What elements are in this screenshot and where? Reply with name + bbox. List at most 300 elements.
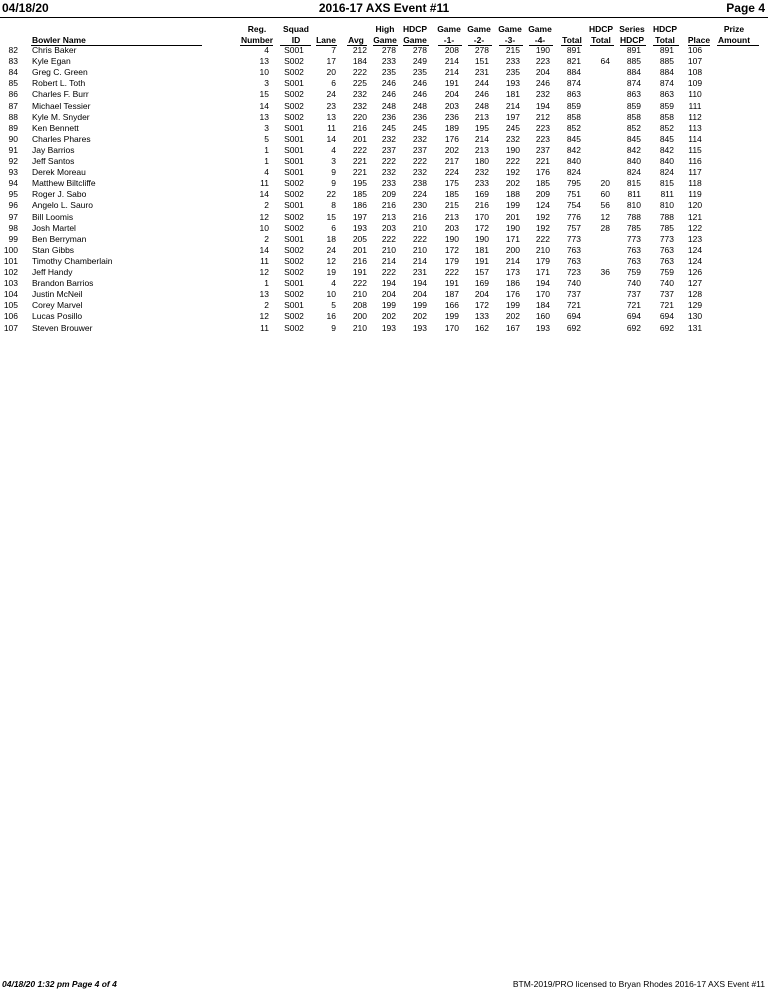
- cell-total: 858: [566, 111, 581, 122]
- cell-tot2: 885: [659, 56, 674, 67]
- cell-tot2: 891: [659, 45, 674, 55]
- cell-reg: 14: [259, 100, 269, 111]
- cell-hdcptotal: 60: [600, 189, 610, 200]
- cell-squad: S001: [284, 78, 304, 89]
- cell-total: 757: [566, 222, 581, 233]
- cell-total: 845: [566, 133, 581, 144]
- cell-lane: 17: [326, 56, 336, 67]
- col-squad-line2: ID: [291, 35, 301, 45]
- cell-reg: 4: [264, 45, 269, 55]
- cell-avg: 208: [352, 300, 367, 311]
- cell-high: 204: [381, 289, 396, 300]
- cell-g3: 167: [505, 322, 520, 333]
- cell-tot2: 859: [659, 100, 674, 111]
- cell-g2: 162: [474, 322, 489, 333]
- table-row: [0, 189, 768, 200]
- cell-avg: 205: [352, 233, 367, 244]
- table-row: [0, 200, 768, 211]
- cell-g4: 170: [535, 289, 550, 300]
- col-total: Total: [562, 35, 582, 45]
- cell-hdcpgame: 278: [412, 45, 427, 55]
- cell-avg: 232: [352, 100, 367, 111]
- cell-squad: S001: [284, 45, 304, 55]
- cell-g4: 160: [535, 311, 550, 322]
- cell-name: Greg C. Green: [32, 67, 88, 78]
- cell-g1: 208: [444, 45, 459, 55]
- cell-g4: 179: [535, 255, 550, 266]
- cell-g2: 181: [474, 244, 489, 255]
- cell-squad: S002: [284, 189, 304, 200]
- cell-avg: 184: [352, 56, 367, 67]
- cell-avg: 220: [352, 111, 367, 122]
- cell-g3: 214: [505, 100, 520, 111]
- cell-place: 117: [688, 167, 702, 178]
- cell-squad: S001: [284, 167, 304, 178]
- cell-reg: 1: [264, 156, 269, 166]
- cell-series: 811: [627, 189, 641, 200]
- table-row: [0, 234, 768, 245]
- cell-tot2: 858: [659, 111, 674, 122]
- cell-total: 723: [566, 267, 581, 277]
- cell-g1: 203: [444, 222, 459, 233]
- cell-place: 129: [687, 300, 703, 311]
- cell-series: 858: [626, 111, 641, 122]
- cell-name: Jeff Handy: [32, 267, 73, 277]
- cell-series: 788: [626, 211, 641, 222]
- cell-high: 199: [381, 300, 396, 311]
- table-row: [0, 156, 768, 167]
- col-high-line2: Game: [373, 35, 397, 45]
- cell-g1: 190: [444, 233, 459, 244]
- col-high-line1: High: [375, 24, 395, 34]
- cell-total: 737: [566, 289, 581, 300]
- report-date: 04/18/20: [2, 1, 49, 15]
- cell-g3: 190: [505, 144, 520, 155]
- cell-avg: 191: [352, 267, 367, 277]
- cell-high: 233: [381, 178, 396, 189]
- cell-g3: 171: [505, 233, 520, 244]
- cell-lane: 6: [331, 78, 336, 89]
- cell-reg: 5: [264, 133, 269, 144]
- cell-squad: S001: [284, 233, 304, 244]
- cell-avg: 210: [352, 289, 367, 300]
- cell-place: 131: [687, 322, 703, 333]
- cell-pos: 95: [8, 189, 18, 200]
- cell-reg: 11: [260, 322, 269, 333]
- table-row: [0, 311, 768, 322]
- cell-hdcpgame: 216: [412, 211, 427, 222]
- cell-reg: 13: [259, 111, 269, 122]
- cell-place: 120: [687, 200, 703, 211]
- cell-series: 810: [626, 200, 641, 211]
- cell-lane: 4: [331, 144, 336, 155]
- cell-reg: 12: [259, 267, 269, 277]
- cell-g2: 204: [474, 289, 489, 300]
- col-hdcptotal2-line2: Total: [655, 35, 675, 45]
- cell-lane: 18: [326, 233, 336, 244]
- cell-hdcpgame: 202: [412, 311, 427, 322]
- col-bowler-name: Bowler Name: [32, 35, 86, 45]
- cell-tot2: 773: [659, 233, 674, 244]
- col-hdcpgame-line2: Game: [403, 35, 427, 45]
- cell-g4: 192: [535, 222, 550, 233]
- cell-g1: 191: [444, 278, 459, 289]
- table-row: [0, 145, 768, 156]
- cell-total: 859: [566, 100, 581, 111]
- cell-squad: S001: [284, 200, 304, 211]
- cell-name: Brandon Barrios: [32, 278, 94, 289]
- cell-g3: 232: [505, 133, 520, 144]
- cell-pos: 83: [8, 56, 18, 67]
- col-game2-line1: Game: [467, 24, 491, 34]
- cell-tot2: 842: [659, 144, 674, 155]
- cell-lane: 13: [326, 111, 336, 122]
- cell-tot2: 810: [659, 200, 674, 211]
- cell-tot2: 763: [659, 244, 674, 255]
- cell-g4: 171: [535, 267, 550, 277]
- cell-g1: 172: [444, 244, 459, 255]
- cell-total: 763: [566, 255, 581, 266]
- cell-squad: S002: [284, 89, 304, 100]
- cell-squad: S001: [284, 156, 304, 166]
- cell-high: 213: [381, 211, 396, 222]
- cell-g1: 187: [444, 289, 459, 300]
- cell-hdcpgame: 222: [412, 233, 427, 244]
- table-row: [0, 300, 768, 311]
- cell-high: 248: [381, 100, 396, 111]
- cell-squad: S001: [284, 133, 304, 144]
- cell-place: 112: [688, 111, 702, 122]
- cell-hdcpgame: 231: [412, 267, 427, 277]
- cell-avg: 222: [352, 144, 367, 155]
- cell-lane: 11: [327, 122, 336, 133]
- cell-lane: 10: [326, 289, 336, 300]
- cell-g1: 191: [444, 78, 459, 89]
- cell-g2: 191: [474, 255, 489, 266]
- cell-place: 110: [688, 89, 702, 100]
- cell-g2: 172: [474, 300, 489, 311]
- cell-squad: S001: [284, 300, 304, 311]
- col-hdcpgame-line1: HDCP: [402, 24, 428, 34]
- cell-g2: 169: [474, 189, 489, 200]
- col-lane: Lane: [316, 35, 336, 45]
- cell-place: 108: [687, 67, 703, 78]
- table-row: [0, 89, 768, 100]
- cell-squad: S002: [284, 111, 304, 122]
- cell-high: 236: [381, 111, 396, 122]
- cell-tot2: 845: [659, 133, 674, 144]
- cell-pos: 93: [8, 167, 18, 178]
- cell-place: 128: [687, 289, 703, 300]
- cell-squad: S001: [284, 278, 304, 289]
- cell-hdcpgame: 199: [412, 300, 427, 311]
- cell-g2: 233: [474, 178, 489, 189]
- cell-avg: 193: [352, 222, 367, 233]
- cell-g3: 197: [505, 111, 520, 122]
- cell-g1: 189: [444, 122, 459, 133]
- cell-place: 126: [687, 267, 703, 277]
- cell-total: 884: [566, 67, 581, 78]
- cell-pos: 82: [8, 45, 18, 55]
- cell-g1: 185: [444, 189, 459, 200]
- cell-high: 278: [381, 45, 396, 55]
- cell-tot2: 694: [659, 311, 674, 322]
- cell-series: 694: [626, 311, 641, 322]
- cell-pos: 87: [8, 100, 18, 111]
- cell-g3: 181: [505, 89, 520, 100]
- cell-g2: 172: [474, 222, 489, 233]
- cell-tot2: 811: [660, 189, 674, 200]
- cell-total: 763: [566, 244, 581, 255]
- cell-name: Michael Tessier: [32, 100, 91, 111]
- col-game3-line1: Game: [498, 24, 522, 34]
- cell-reg: 4: [264, 167, 269, 178]
- cell-pos: 97: [8, 211, 18, 222]
- col-reg-line1: Reg.: [247, 24, 267, 34]
- cell-g4: 237: [535, 144, 550, 155]
- cell-reg: 10: [259, 222, 269, 233]
- cell-place: 119: [688, 189, 702, 200]
- table-row: [0, 256, 768, 267]
- cell-total: 694: [566, 311, 581, 322]
- cell-lane: 4: [331, 278, 336, 289]
- cell-hdcpgame: 249: [412, 56, 427, 67]
- cell-pos: 85: [8, 78, 18, 89]
- cell-high: 210: [381, 244, 396, 255]
- cell-tot2: 740: [659, 278, 674, 289]
- cell-name: Kyle M. Snyder: [32, 111, 90, 122]
- col-squad-line1: Squad: [283, 24, 309, 34]
- col-avg: Avg: [348, 35, 364, 45]
- cell-pos: 100: [3, 244, 18, 255]
- cell-place: 121: [687, 211, 703, 222]
- cell-high: 222: [381, 233, 396, 244]
- col-hdcptotal-line2: Total: [591, 35, 611, 45]
- cell-tot2: 840: [659, 156, 674, 166]
- cell-hdcpgame: 238: [412, 178, 427, 189]
- cell-g1: 176: [444, 133, 459, 144]
- cell-hdcpgame: 210: [412, 244, 427, 255]
- cell-tot2: 721: [659, 300, 674, 311]
- cell-lane: 14: [326, 133, 336, 144]
- cell-g1: 170: [444, 322, 459, 333]
- col-game1-line2: -1-: [443, 35, 455, 45]
- cell-series: 773: [626, 233, 641, 244]
- cell-g4: 190: [535, 45, 550, 55]
- cell-pos: 107: [3, 322, 18, 333]
- footer-right: BTM-2019/PRO licensed to Bryan Rhodes 2016-17 AXS Event #11: [512, 979, 765, 989]
- cell-series: 863: [626, 89, 641, 100]
- cell-g4: 212: [535, 111, 550, 122]
- cell-g2: 133: [474, 311, 489, 322]
- cell-series: 885: [626, 56, 641, 67]
- cell-high: 233: [381, 56, 396, 67]
- cell-avg: 222: [352, 67, 367, 78]
- col-hdcptotal-line1: HDCP: [588, 24, 614, 34]
- cell-lane: 8: [331, 200, 336, 211]
- cell-total: 842: [566, 144, 581, 155]
- cell-tot2: 763: [659, 255, 674, 266]
- cell-g2: 213: [474, 144, 489, 155]
- cell-place: 111: [688, 100, 702, 111]
- cell-g4: 232: [535, 89, 550, 100]
- cell-total: 692: [566, 322, 581, 333]
- cell-avg: 216: [352, 122, 367, 133]
- cell-reg: 3: [264, 78, 269, 89]
- cell-g1: 179: [444, 255, 459, 266]
- cell-name: Bill Loomis: [32, 211, 74, 222]
- cell-hdcpgame: 246: [412, 89, 427, 100]
- cell-high: 232: [381, 167, 396, 178]
- cell-g1: 236: [444, 111, 459, 122]
- cell-high: 193: [381, 322, 396, 333]
- table-row: [0, 245, 768, 256]
- cell-g2: 157: [474, 267, 489, 277]
- cell-name: Angelo L. Sauro: [32, 200, 93, 211]
- cell-avg: 210: [352, 322, 367, 333]
- cell-squad: S002: [284, 222, 304, 233]
- cell-g4: 246: [535, 78, 550, 89]
- cell-g2: 213: [474, 111, 489, 122]
- cell-hdcpgame: 246: [412, 78, 427, 89]
- cell-pos: 90: [8, 133, 18, 144]
- cell-high: 214: [381, 255, 396, 266]
- cell-g2: 214: [474, 133, 489, 144]
- page-header: [0, 1, 768, 17]
- cell-squad: S001: [284, 122, 304, 133]
- cell-reg: 3: [264, 122, 269, 133]
- cell-tot2: 815: [659, 178, 674, 189]
- cell-lane: 9: [331, 167, 336, 178]
- cell-lane: 5: [331, 300, 336, 311]
- cell-g3: 222: [505, 156, 520, 166]
- cell-g1: 224: [444, 167, 459, 178]
- cell-g3: 202: [505, 311, 520, 322]
- cell-total: 751: [566, 189, 581, 200]
- cell-reg: 12: [259, 211, 269, 222]
- cell-series: 824: [626, 167, 641, 178]
- cell-avg: 197: [352, 211, 367, 222]
- table-row: [0, 45, 768, 56]
- cell-series: 721: [626, 300, 641, 311]
- cell-g3: 202: [505, 178, 520, 189]
- cell-tot2: 785: [659, 222, 674, 233]
- cell-hdcptotal: 12: [600, 211, 610, 222]
- cell-pos: 96: [8, 200, 18, 211]
- cell-g2: 169: [474, 278, 489, 289]
- cell-series: 763: [626, 255, 641, 266]
- cell-g3: 199: [505, 200, 520, 211]
- cell-high: 237: [381, 144, 396, 155]
- cell-total: 863: [566, 89, 581, 100]
- cell-g3: 214: [505, 255, 520, 266]
- cell-g4: 210: [535, 244, 550, 255]
- cell-place: 106: [687, 45, 703, 55]
- cell-g1: 215: [444, 200, 459, 211]
- cell-squad: S002: [284, 178, 304, 189]
- cell-pos: 106: [3, 311, 18, 322]
- cell-place: 115: [688, 144, 702, 155]
- cell-g2: 190: [474, 233, 489, 244]
- cell-tot2: 852: [659, 122, 674, 133]
- cell-series: 842: [626, 144, 641, 155]
- cell-series: 852: [626, 122, 641, 133]
- cell-reg: 2: [264, 233, 269, 244]
- cell-hdcpgame: 232: [412, 133, 427, 144]
- footer-left: 04/18/20 1:32 pm Page 4 of 4: [2, 979, 117, 989]
- cell-hdcpgame: 230: [412, 200, 427, 211]
- cell-reg: 1: [264, 144, 269, 155]
- cell-place: 123: [687, 233, 703, 244]
- cell-high: 222: [381, 156, 396, 166]
- cell-series: 884: [626, 67, 641, 78]
- cell-hdcpgame: 214: [412, 255, 427, 266]
- cell-hdcpgame: 222: [412, 156, 427, 166]
- cell-g1: 203: [444, 100, 459, 111]
- cell-squad: S002: [284, 322, 304, 333]
- cell-tot2: 788: [659, 211, 674, 222]
- cell-g1: 222: [444, 267, 459, 277]
- cell-avg: 232: [352, 89, 367, 100]
- cell-squad: S002: [284, 56, 304, 67]
- cell-g1: 213: [444, 211, 459, 222]
- cell-high: 203: [381, 222, 396, 233]
- cell-pos: 94: [8, 178, 18, 189]
- table-row: [0, 223, 768, 234]
- cell-name: Ben Berryman: [32, 233, 87, 244]
- cell-place: 113: [688, 122, 702, 133]
- col-game4-line2: -4-: [534, 35, 546, 45]
- cell-squad: S001: [284, 144, 304, 155]
- cell-g2: 246: [474, 89, 489, 100]
- cell-g2: 216: [474, 200, 489, 211]
- cell-name: Chris Baker: [32, 45, 77, 55]
- cell-squad: S002: [284, 244, 304, 255]
- cell-hdcpgame: 204: [412, 289, 427, 300]
- cell-reg: 1: [264, 278, 269, 289]
- cell-high: 246: [381, 89, 396, 100]
- cell-hdcptotal: 64: [600, 56, 610, 67]
- cell-g4: 193: [535, 322, 550, 333]
- cell-reg: 15: [259, 89, 269, 100]
- cell-g1: 166: [444, 300, 459, 311]
- cell-hdcpgame: 248: [412, 100, 427, 111]
- cell-pos: 102: [3, 267, 18, 277]
- page-number: Page 4: [726, 1, 765, 15]
- cell-pos: 105: [3, 300, 18, 311]
- cell-tot2: 824: [659, 167, 674, 178]
- cell-lane: 20: [326, 67, 336, 78]
- cell-name: Roger J. Sabo: [32, 189, 87, 200]
- cell-squad: S002: [284, 267, 304, 277]
- cell-pos: 88: [8, 111, 18, 122]
- cell-name: Charles F. Burr: [32, 89, 89, 100]
- cell-squad: S002: [284, 289, 304, 300]
- cell-high: 235: [381, 67, 396, 78]
- table-row: [0, 101, 768, 112]
- cell-reg: 12: [259, 311, 269, 322]
- cell-lane: 7: [331, 45, 336, 55]
- cell-lane: 12: [326, 255, 336, 266]
- cell-avg: 201: [352, 244, 367, 255]
- col-prize-line2: Amount: [717, 35, 751, 45]
- cell-pos: 84: [8, 67, 18, 78]
- cell-name: Matthew Biltcliffe: [32, 178, 96, 189]
- cell-place: 116: [688, 156, 702, 166]
- cell-tot2: 759: [659, 267, 674, 277]
- cell-g4: 223: [535, 56, 550, 67]
- col-prize-line1: Prize: [723, 24, 745, 34]
